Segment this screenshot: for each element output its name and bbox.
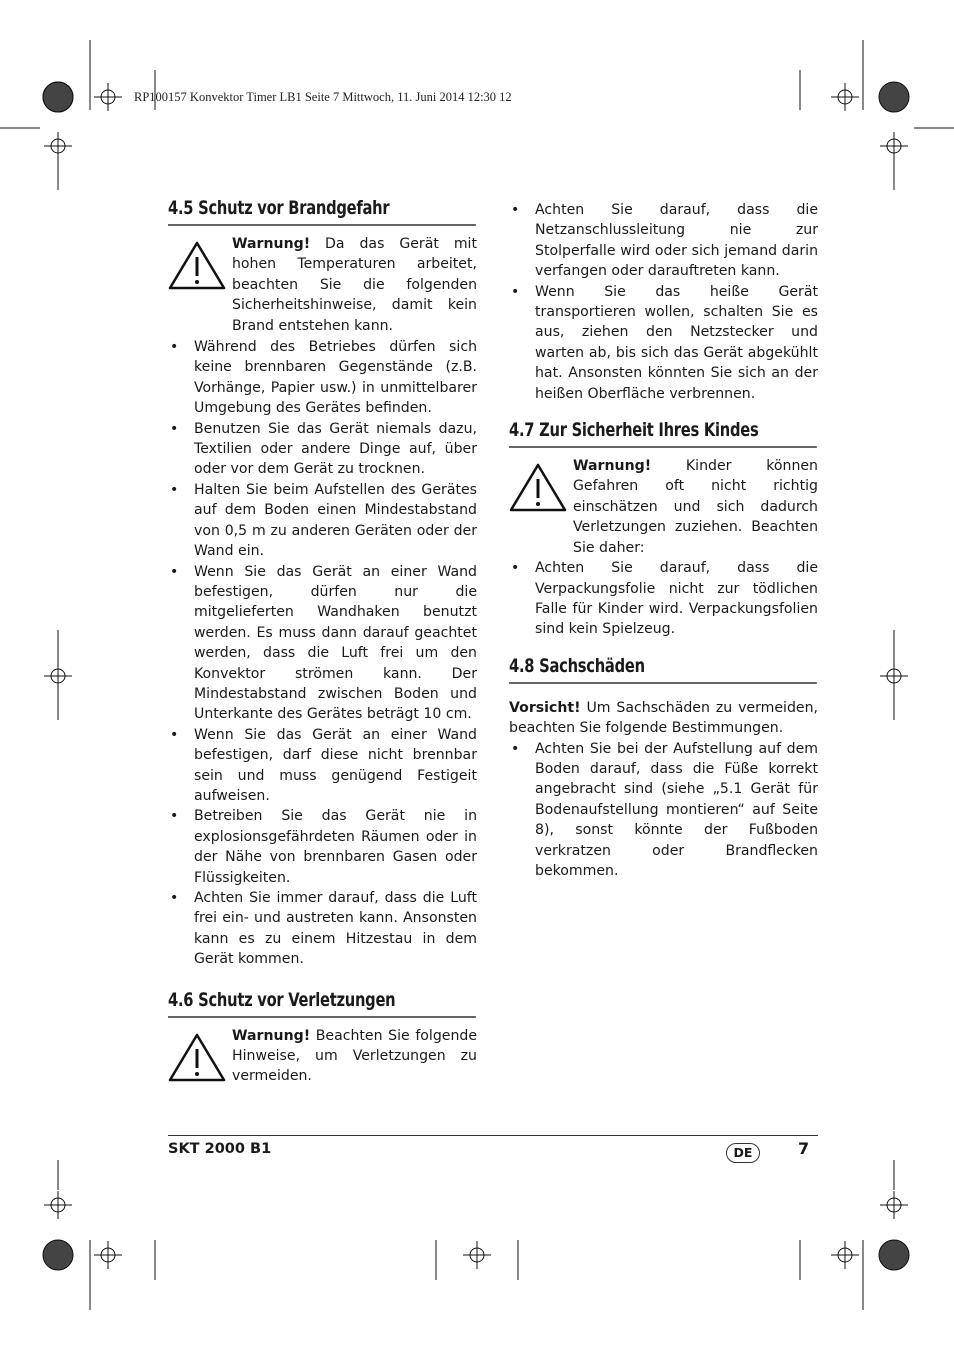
list-item: • Halten Sie beim Aufstellen des Gerätes auf dem Boden einen Mindestabstand von 0,5 m zu anderen Geräten oder der Wand ein.: [168, 480, 477, 562]
warning-text: Kinder können Gefahren oft nicht richtig einschätzen und sich dadurch Verletzungen zuziehen. Beachten Sie daher:: [573, 458, 818, 556]
warning-icon: [168, 1032, 226, 1082]
list-item: • Wenn Sie das heiße Gerät transportieren wollen, schalten Sie es aus, ziehen den Netzstecker und warten ab, bis sich das Gerät abgekühlt hat. Ansonsten könnten Sie sich an der heißen Oberfläche verbrennen.: [509, 282, 818, 404]
section-title-4-6: 4.6 Schutz vor Verletzungen: [168, 989, 476, 1018]
warning-text: Da das Gerät mit hohen Temperaturen arbeitet, beachten Sie die folgenden Sicherheitshinweise, damit kein Brand entstehen kann.: [232, 236, 477, 334]
warning-label: Warnung!: [232, 236, 311, 252]
list-item: • Betreiben Sie das Gerät nie in explosionsgefährdeten Räumen oder in der Nähe von brennbaren Gasen oder Flüssigkeiten.: [168, 806, 477, 888]
bullet-list: [509, 739, 818, 882]
language-badge: DE: [726, 1143, 760, 1163]
left-column: [168, 197, 477, 1087]
section-title-4-7: 4.7 Zur Sicherheit Ihres Kindes: [509, 419, 817, 448]
warning-icon: [509, 462, 567, 512]
list-item: • Achten Sie darauf, dass die Netzanschlussleitung nie zur Stolperfalle wird oder sich jemand darin verfangen oder darauftreten kann.: [509, 200, 818, 282]
warning-box: [509, 456, 818, 558]
footer-rule: [168, 1135, 818, 1136]
bullet-list: [509, 200, 818, 404]
bullet-list: [168, 337, 477, 970]
print-header: RP100157 Konvektor Timer LB1 Seite 7 Mittwoch, 11. Juni 2014 12:30 12: [134, 90, 512, 104]
section-title-4-8: 4.8 Sachschäden: [509, 655, 817, 684]
right-column: [509, 200, 818, 881]
bullet-list: [509, 558, 818, 640]
list-item: • Achten Sie immer darauf, dass die Luft frei ein- und austreten kann. Ansonsten kann es zu einem Hitzestau in dem Gerät kommen.: [168, 888, 477, 970]
list-item: • Achten Sie bei der Aufstellung auf dem Boden darauf, dass die Füße korrekt angebracht sind (siehe „5.1 Gerät für Bodenaufstellung montieren“ auf Seite 8), sonst könnte der Fußboden verkratzen oder Brandflecken bekommen.: [509, 739, 818, 882]
warning-label: Warnung!: [232, 1027, 311, 1044]
warning-box: [168, 234, 477, 336]
section-title-4-5: 4.5 Schutz vor Brandgefahr: [168, 197, 476, 226]
warning-icon: [168, 240, 226, 290]
list-item: • Wenn Sie das Gerät an einer Wand befestigen, dürfen nur die mitgelieferten Wandhaken benutzt werden. Es muss dann darauf geachtet werden, dass die Luft frei um den Konvektor strömen kann. Der Mindestabstand zwischen Boden und Unterkante des Gerätes beträgt 10 cm.: [168, 562, 477, 725]
page-number: 7: [798, 1139, 810, 1158]
list-item: • Benutzen Sie das Gerät niemals dazu, Textilien oder andere Dinge auf, über oder vor dem Gerät zu trocknen.: [168, 419, 477, 480]
caution-label: Vorsicht!: [509, 699, 581, 716]
caution-text: Um Sachschäden zu vermeiden, beachten Sie folgende Bestimmungen.: [509, 699, 818, 737]
warning-label: Warnung!: [573, 458, 652, 475]
list-item: • Während des Betriebes dürfen sich keine brennbaren Gegenstände (z.B. Vorhänge, Papier usw.) in unmittelbarer Umgebung des Gerätes befinden.: [168, 337, 477, 419]
list-item: • Wenn Sie das Gerät an einer Wand befestigen, darf diese nicht brennbar sein und muss genügend Festigeit aufweisen.: [168, 725, 477, 807]
model-number: SKT 2000 B1: [168, 1141, 272, 1157]
warning-box: [168, 1026, 477, 1087]
warning-text: Beachten Sie folgende Hinweise, um Verletzungen zu vermeiden.: [232, 1027, 477, 1085]
list-item: • Achten Sie darauf, dass die Verpackungsfolie nicht zur tödlichen Falle für Kinder wird. Verpackungsfolien sind kein Spielzeug.: [509, 558, 818, 640]
